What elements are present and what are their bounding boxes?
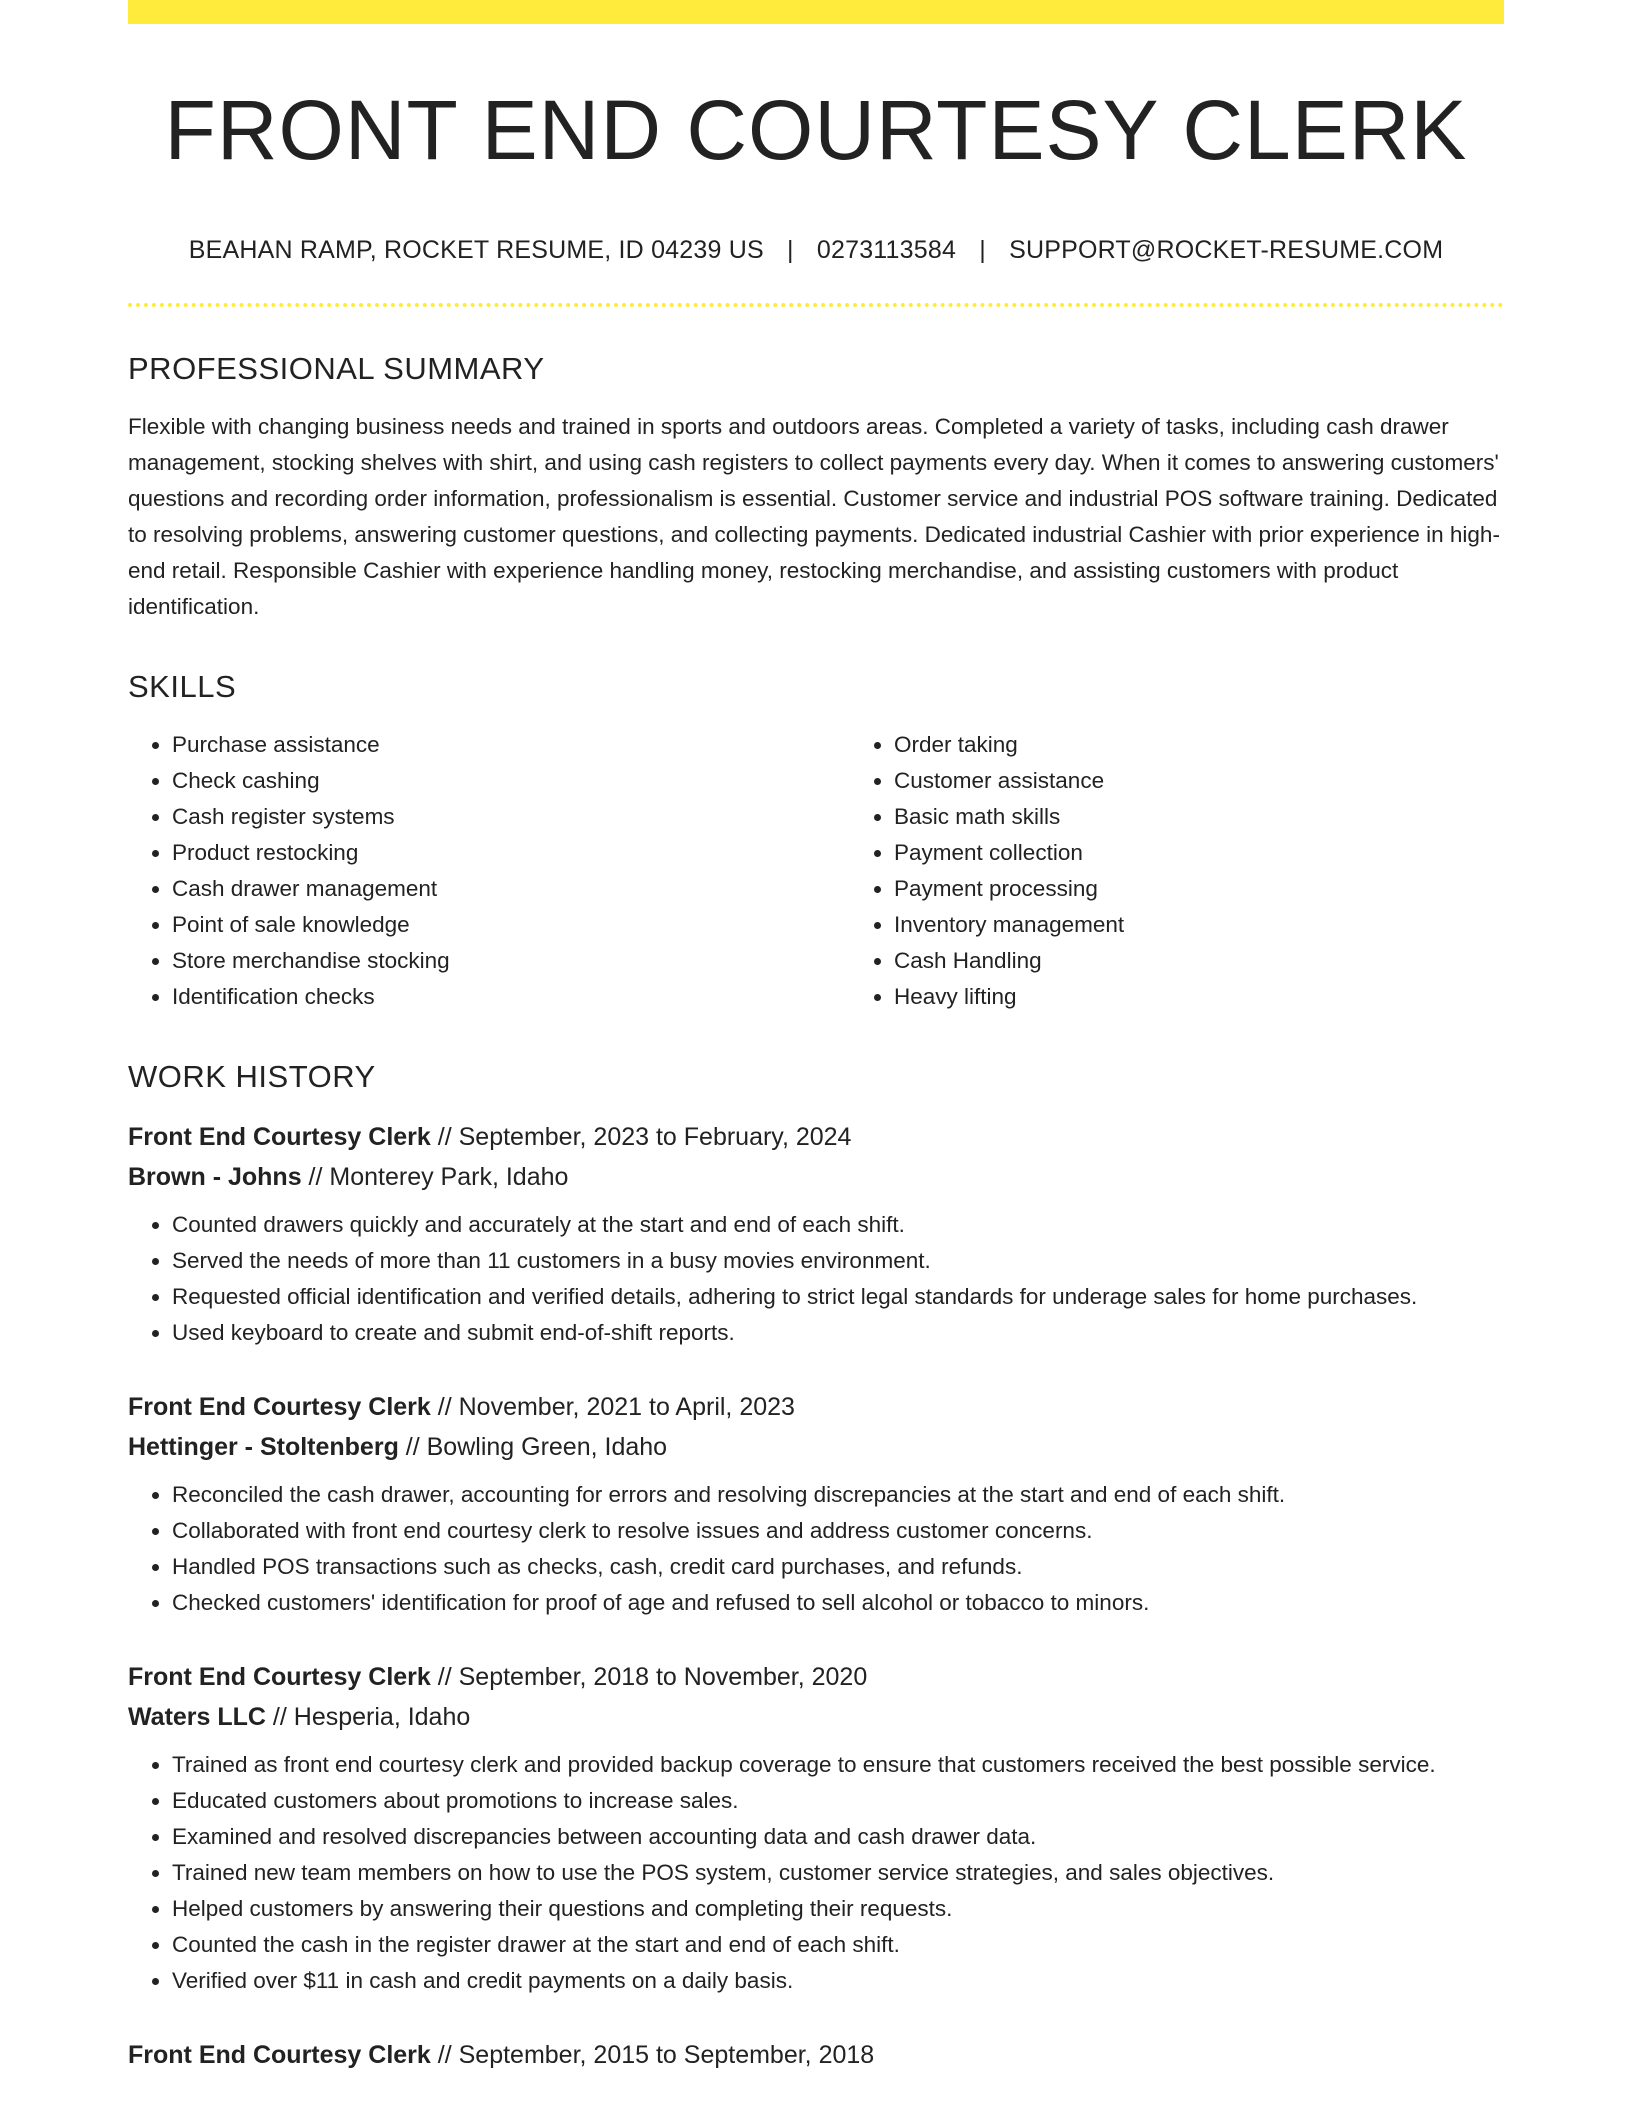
skill-item: • Product restocking [172,835,850,871]
resume-page [128,0,1504,2075]
job-bullet: • Verified over $11 in cash and credit payments on a daily basis. [172,1963,1504,1999]
skills-column-left [128,727,850,1015]
job-entry [128,1117,1504,1351]
skill-item: • Heavy lifting [894,979,1572,1015]
accent-top-bar [128,0,1504,24]
job-bullet: • Trained new team members on how to use the POS system, customer service strategies, and sales objectives. [172,1855,1504,1891]
skills-heading: SKILLS [128,669,237,705]
skill-item: • Identification checks [172,979,850,1015]
skill-item: • Cash drawer management [172,871,850,907]
job-title-line [128,1387,1504,1427]
skill-item: • Check cashing [172,763,850,799]
job-entry [128,1657,1504,1999]
job-bullet: • Trained as front end courtesy clerk and provided backup coverage to ensure that customers received the best possible service. [172,1747,1504,1783]
job-company: Waters LLC [128,1703,266,1732]
job-company-line [128,1697,1504,1737]
job-title-line [128,2035,1504,2075]
job-position: Front End Courtesy Clerk [128,1663,431,1692]
job-bullet: • Collaborated with front end courtesy clerk to resolve issues and address customer concerns. [172,1513,1504,1549]
job-location: // Bowling Green, Idaho [398,1433,668,1462]
skill-item: • Store merchandise stocking [172,943,850,979]
skill-item: • Point of sale knowledge [172,907,850,943]
job-bullet: • Reconciled the cash drawer, accounting for errors and resolving discrepancies at the start and end of each shift. [172,1477,1504,1513]
job-entry [128,1387,1504,1621]
job-bullet: • Counted the cash in the register drawer at the start and end of each shift. [172,1927,1504,1963]
job-bullet: • Handled POS transactions such as checks, cash, credit card purchases, and refunds. [172,1549,1504,1585]
candidate-name: FRONT END COURTESY CLERK [164,83,1468,177]
job-company-line [128,1427,1504,1467]
dotted-divider [128,303,1504,307]
job-bullet: • Counted drawers quickly and accurately at the start and end of each shift. [172,1207,1504,1243]
contact-phone: 0273113584 [816,236,957,265]
job-title-line [128,1657,1504,1697]
job-bullet: • Used keyboard to create and submit end-of-shift reports. [172,1315,1504,1351]
job-dates: // November, 2021 to April, 2023 [430,1393,795,1422]
job-company: Hettinger - Stoltenberg [128,1433,399,1462]
skill-item: • Inventory management [894,907,1572,943]
skills-list [128,727,1504,1015]
work-history-heading: WORK HISTORY [128,1059,376,1095]
contact-email: SUPPORT@ROCKET-RESUME.COM [1009,236,1444,265]
job-title-line [128,1117,1504,1157]
job-position: Front End Courtesy Clerk [128,1393,431,1422]
skill-item: • Cash Handling [894,943,1572,979]
skill-item: • Customer assistance [894,763,1572,799]
summary-heading: PROFESSIONAL SUMMARY [128,351,545,387]
job-bullets [128,1477,1504,1621]
job-dates: // September, 2023 to February, 2024 [430,1123,852,1152]
skill-item: • Basic math skills [894,799,1572,835]
contact-line [128,236,1504,265]
job-location: // Monterey Park, Idaho [301,1163,569,1192]
skill-item: • Cash register systems [172,799,850,835]
job-position: Front End Courtesy Clerk [128,2041,431,2070]
job-bullet: • Helped customers by answering their questions and completing their requests. [172,1891,1504,1927]
job-position: Front End Courtesy Clerk [128,1123,431,1152]
job-dates: // September, 2015 to September, 2018 [430,2041,875,2070]
job-company-line [128,1157,1504,1197]
skill-item: • Payment collection [894,835,1572,871]
skill-item: • Purchase assistance [172,727,850,763]
job-bullet: • Checked customers' identification for proof of age and refused to sell alcohol or tobacco to minors. [172,1585,1504,1621]
job-company: Brown - Johns [128,1163,302,1192]
skill-item: • Payment processing [894,871,1572,907]
job-entry [128,2035,1504,2075]
job-bullet: • Educated customers about promotions to increase sales. [172,1783,1504,1819]
contact-separator: | [979,236,986,265]
job-dates: // September, 2018 to November, 2020 [430,1663,868,1692]
contact-address: BEAHAN RAMP, ROCKET RESUME, ID 04239 US [188,236,764,265]
job-bullet: • Served the needs of more than 11 customers in a busy movies environment. [172,1243,1504,1279]
job-bullet: • Requested official identification and verified details, adhering to strict legal standards for underage sales for home purchases. [172,1279,1504,1315]
summary-text: Flexible with changing business needs and trained in sports and outdoors areas. Completed a variety of tasks, including cash drawer management, stocking shelves with shirt, and using cash registers to collect payments every day. When it comes to answering customers' questions and recording order information, professionalism is essential. Customer service and industrial POS software training. Dedicated to resolving problems, answering customer questions, and collecting payments. Dedicated industrial Cashier with prior experience in high-end retail. Responsible Cashier with experience handling money, restocking merchandise, and assisting customers with product identification. [128,414,1500,620]
job-location: // Hesperia, Idaho [265,1703,471,1732]
contact-separator: | [787,236,794,265]
job-bullets [128,1747,1504,1999]
skill-item: • Order taking [894,727,1572,763]
job-bullets [128,1207,1504,1351]
skills-column-right [850,727,1572,1015]
job-bullet: • Examined and resolved discrepancies between accounting data and cash drawer data. [172,1819,1504,1855]
